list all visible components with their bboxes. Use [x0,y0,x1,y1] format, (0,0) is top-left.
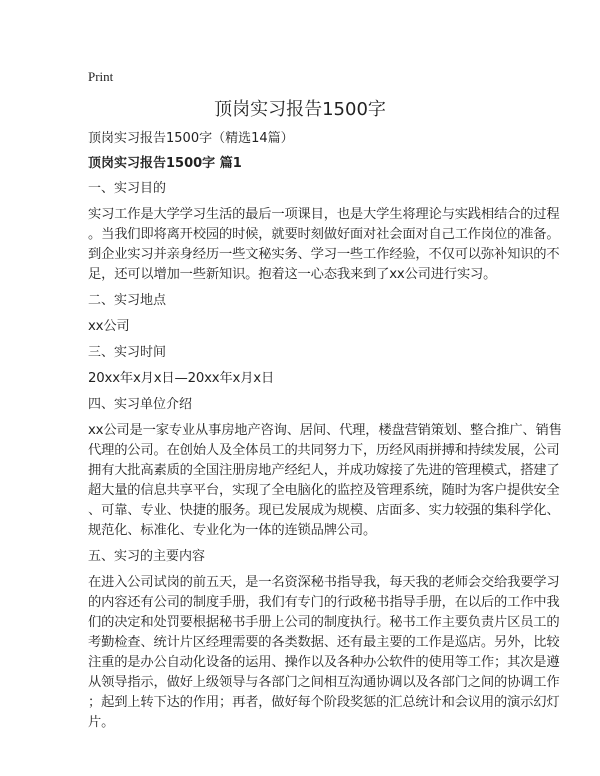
section-paragraph [88,317,588,337]
paragraph-line: 在进入公司试岗的前五天，是一名资深秘书指导我，每天我的老师会交给我要学习 [88,575,560,590]
paragraph-line: xx公司 [88,319,130,334]
paragraph-line: 实习工作是大学学习生活的最后一项课目，也是大学生将理论与实践相结合的过程 [88,207,560,222]
paragraph-line: 代理的公司。在创始人及全体员工的共同努力下，历经风雨拼搏和持续发展，公司 [88,443,560,458]
paragraph-line: 注重的是办公自动化设备的运用、操作以及各种办公软件的使用等工作；其次是遵 [88,655,560,670]
section-heading: 一、实习目的 [88,181,167,196]
paragraph-line: 、可靠、专业、快捷的服务。现已发展成为规模、店面多、实力较强的集科学化、 [88,503,560,518]
paragraph-line: 从领导指示，做好上级领导与各部门之间相互沟通协调以及各部门之间的协调工作 [88,675,560,690]
paragraph-line: xx公司是一家专业从事房地产咨询、居间、代理，楼盘营销策划、整合推广、销售 [88,423,562,438]
subtitle: 顶岗实习报告1500字（精选14篇） [88,131,294,146]
paragraph-line: ；起到上转下达的作用；再者，做好每个阶段奖惩的汇总统计和会议用的演示幻灯 [88,695,560,710]
paragraph-line: 到企业实习并亲身经历一些文秘实务、学习一些工作经验，不仅可以弥补知识的不 [88,247,560,262]
section-heading: 三、实习时间 [88,345,167,360]
paragraph-line: 的内容还有公司的制度手册，我们有专门的行政秘书指导手册，在以后的工作中我 [88,595,560,610]
paragraph-line: 拥有大批高素质的全国注册房地产经纪人，并成功嫁接了先进的管理模式，搭建了 [88,463,560,478]
section-paragraph [88,421,588,541]
section-heading: 五、实习的主要内容 [88,549,206,564]
paragraph-line: 足，还可以增加一些新知识。抱着这一心态我来到了xx公司进行实习。 [88,267,497,282]
print-link[interactable]: Print [88,69,114,84]
paragraph-line: 超大量的信息共享平台，实现了全电脑化的监控及管理系统，随时为客户提供安全 [88,483,560,498]
section-paragraph [88,205,588,285]
article-heading: 顶岗实习报告1500字 篇1 [88,156,242,171]
section-heading: 四、实习单位介绍 [88,397,193,412]
document [88,68,588,740]
paragraph-line: 考勤检查、统计片区经理需要的各类数据、还有最主要的工作是巡店。另外，比较 [88,635,560,650]
paragraph-line: 20xx年x月x日—20xx年x月x日 [88,371,275,386]
page-title: 顶岗实习报告1500字 [214,99,386,120]
section-paragraph [88,369,588,389]
paragraph-line: 片。 [88,715,115,730]
section-paragraph [88,573,588,733]
paragraph-line: 规范化、标准化、专业化为一体的连锁品牌公司。 [88,523,377,538]
paragraph-line: 们的决定和处罚要根据秘书手册上公司的制度执行。秘书工作主要负责片区员工的 [88,615,560,630]
section-heading: 二、实习地点 [88,293,167,308]
paragraph-line: 。当我们即将离开校园的时候，就要时刻做好面对社会面对自己工作岗位的准备。 [88,227,560,242]
